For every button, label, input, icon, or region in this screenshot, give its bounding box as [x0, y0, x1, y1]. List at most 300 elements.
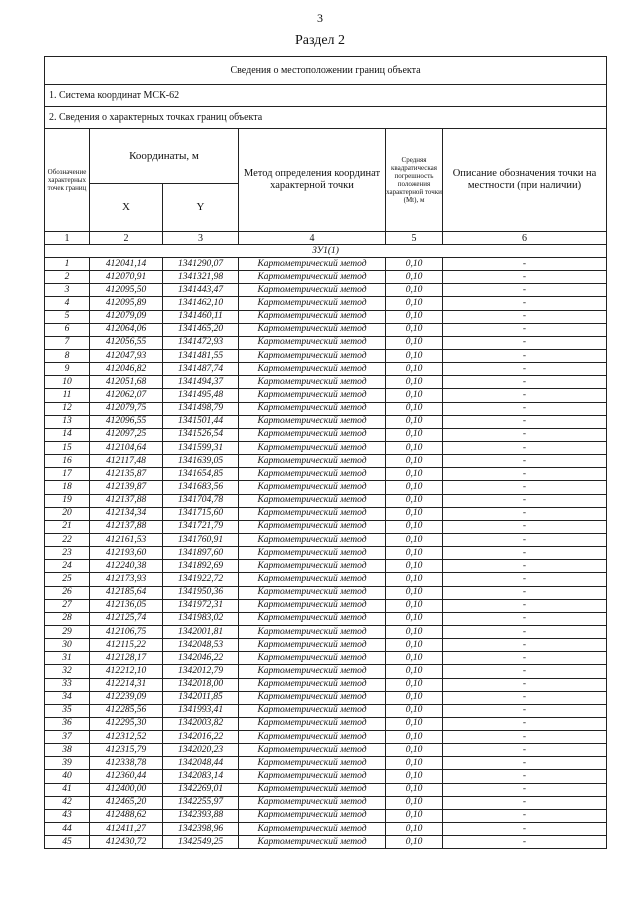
y-coordinate: 1342020,23	[163, 744, 239, 757]
x-coordinate: 412046,82	[90, 363, 163, 376]
description-cell: -	[443, 639, 607, 652]
point-number: 7	[45, 336, 90, 349]
table-row	[45, 586, 607, 599]
header-error: Средняя квадратическая погрешность положения характерной точки (Mt), м	[386, 129, 443, 232]
method-cell: Картометрический метод	[239, 507, 386, 520]
y-coordinate: 1342018,00	[163, 678, 239, 691]
table-row	[45, 415, 607, 428]
y-coordinate: 1341715,60	[163, 507, 239, 520]
method-cell: Картометрический метод	[239, 599, 386, 612]
description-cell: -	[443, 349, 607, 362]
method-cell: Картометрический метод	[239, 258, 386, 271]
error-cell: 0,10	[386, 494, 443, 507]
x-coordinate: 412214,31	[90, 678, 163, 691]
error-cell: 0,10	[386, 678, 443, 691]
table-row	[45, 823, 607, 836]
table-row	[45, 284, 607, 297]
table-row	[45, 520, 607, 533]
header-coordinates: Координаты, м	[90, 129, 239, 184]
description-cell: -	[443, 586, 607, 599]
description-cell: -	[443, 612, 607, 625]
description-cell: -	[443, 507, 607, 520]
y-coordinate: 1342012,79	[163, 665, 239, 678]
point-number: 3	[45, 284, 90, 297]
table-row	[45, 639, 607, 652]
x-coordinate: 412047,93	[90, 349, 163, 362]
description-cell: -	[443, 310, 607, 323]
y-coordinate: 1342046,22	[163, 652, 239, 665]
point-number: 23	[45, 547, 90, 560]
table-row	[45, 652, 607, 665]
x-coordinate: 412315,79	[90, 744, 163, 757]
point-number: 33	[45, 678, 90, 691]
description-cell: -	[443, 796, 607, 809]
error-cell: 0,10	[386, 507, 443, 520]
x-coordinate: 412064,06	[90, 323, 163, 336]
point-number: 20	[45, 507, 90, 520]
method-cell: Картометрический метод	[239, 363, 386, 376]
point-number: 44	[45, 823, 90, 836]
table-row	[45, 455, 607, 468]
x-coordinate: 412041,14	[90, 258, 163, 271]
method-cell: Картометрический метод	[239, 573, 386, 586]
coord-system-row: 1. Система координат МСК-62	[45, 85, 607, 107]
description-cell: -	[443, 717, 607, 730]
point-number: 17	[45, 468, 90, 481]
x-coordinate: 412239,09	[90, 691, 163, 704]
y-coordinate: 1341495,48	[163, 389, 239, 402]
column-number: 2	[90, 232, 163, 245]
method-cell: Картометрический метод	[239, 349, 386, 362]
method-cell: Картометрический метод	[239, 455, 386, 468]
method-cell: Картометрический метод	[239, 691, 386, 704]
method-cell: Картометрический метод	[239, 415, 386, 428]
description-cell: -	[443, 297, 607, 310]
x-coordinate: 412056,55	[90, 336, 163, 349]
table-row	[45, 560, 607, 573]
x-coordinate: 412070,91	[90, 271, 163, 284]
description-cell: -	[443, 481, 607, 494]
x-coordinate: 412128,17	[90, 652, 163, 665]
point-number: 31	[45, 652, 90, 665]
error-cell: 0,10	[386, 625, 443, 638]
x-coordinate: 412137,88	[90, 520, 163, 533]
x-coordinate: 412097,25	[90, 428, 163, 441]
table-row	[45, 297, 607, 310]
error-cell: 0,10	[386, 428, 443, 441]
point-number: 6	[45, 323, 90, 336]
error-cell: 0,10	[386, 323, 443, 336]
column-number: 5	[386, 232, 443, 245]
method-cell: Картометрический метод	[239, 494, 386, 507]
point-number: 27	[45, 599, 90, 612]
table-row	[45, 573, 607, 586]
y-coordinate: 1341654,85	[163, 468, 239, 481]
method-cell: Картометрический метод	[239, 297, 386, 310]
table-row	[45, 704, 607, 717]
point-number: 41	[45, 783, 90, 796]
y-coordinate: 1342255,97	[163, 796, 239, 809]
table-row	[45, 533, 607, 546]
method-cell: Картометрический метод	[239, 428, 386, 441]
description-cell: -	[443, 494, 607, 507]
method-cell: Картометрический метод	[239, 809, 386, 822]
method-cell: Картометрический метод	[239, 612, 386, 625]
y-coordinate: 1341897,60	[163, 547, 239, 560]
error-cell: 0,10	[386, 573, 443, 586]
error-cell: 0,10	[386, 455, 443, 468]
method-cell: Картометрический метод	[239, 336, 386, 349]
method-cell: Картометрический метод	[239, 586, 386, 599]
description-cell: -	[443, 691, 607, 704]
header-method: Метод определения координат характерной точки	[239, 129, 386, 232]
point-number: 18	[45, 481, 90, 494]
error-cell: 0,10	[386, 441, 443, 454]
error-cell: 0,10	[386, 533, 443, 546]
y-coordinate: 1341501,44	[163, 415, 239, 428]
description-cell: -	[443, 455, 607, 468]
table-row	[45, 757, 607, 770]
method-cell: Картометрический метод	[239, 323, 386, 336]
x-coordinate: 412430,72	[90, 836, 163, 849]
description-cell: -	[443, 625, 607, 638]
method-cell: Картометрический метод	[239, 284, 386, 297]
x-coordinate: 412488,62	[90, 809, 163, 822]
point-number: 4	[45, 297, 90, 310]
table-row	[45, 599, 607, 612]
x-coordinate: 412240,38	[90, 560, 163, 573]
y-coordinate: 1341487,74	[163, 363, 239, 376]
method-cell: Картометрический метод	[239, 389, 386, 402]
y-coordinate: 1342549,25	[163, 836, 239, 849]
description-cell: -	[443, 415, 607, 428]
point-number: 15	[45, 441, 90, 454]
y-coordinate: 1342083,14	[163, 770, 239, 783]
y-coordinate: 1341922,72	[163, 573, 239, 586]
method-cell: Картометрический метод	[239, 770, 386, 783]
description-cell: -	[443, 363, 607, 376]
method-cell: Картометрический метод	[239, 704, 386, 717]
description-cell: -	[443, 770, 607, 783]
description-cell: -	[443, 783, 607, 796]
y-coordinate: 1342048,53	[163, 639, 239, 652]
point-number: 34	[45, 691, 90, 704]
x-coordinate: 412134,34	[90, 507, 163, 520]
error-cell: 0,10	[386, 691, 443, 704]
point-number: 26	[45, 586, 90, 599]
points-title-row: 2. Сведения о характерных точках границ объекта	[45, 107, 607, 129]
description-cell: -	[443, 376, 607, 389]
method-cell: Картометрический метод	[239, 796, 386, 809]
x-coordinate: 412161,53	[90, 533, 163, 546]
point-number: 38	[45, 744, 90, 757]
error-cell: 0,10	[386, 547, 443, 560]
y-coordinate: 1341704,78	[163, 494, 239, 507]
method-cell: Картометрический метод	[239, 560, 386, 573]
header-point-designation: Обозначение характерных точек границ	[45, 129, 90, 232]
point-number: 45	[45, 836, 90, 849]
point-number: 12	[45, 402, 90, 415]
error-cell: 0,10	[386, 310, 443, 323]
method-cell: Картометрический метод	[239, 310, 386, 323]
description-cell: -	[443, 678, 607, 691]
y-coordinate: 1341892,69	[163, 560, 239, 573]
y-coordinate: 1342011,85	[163, 691, 239, 704]
table-row	[45, 809, 607, 822]
table-row	[45, 481, 607, 494]
x-coordinate: 412285,56	[90, 704, 163, 717]
y-coordinate: 1341443,47	[163, 284, 239, 297]
x-coordinate: 412104,64	[90, 441, 163, 454]
description-cell: -	[443, 560, 607, 573]
point-number: 35	[45, 704, 90, 717]
error-cell: 0,10	[386, 520, 443, 533]
y-coordinate: 1342393,88	[163, 809, 239, 822]
error-cell: 0,10	[386, 612, 443, 625]
description-cell: -	[443, 744, 607, 757]
error-cell: 0,10	[386, 415, 443, 428]
error-cell: 0,10	[386, 770, 443, 783]
point-number: 30	[45, 639, 90, 652]
description-cell: -	[443, 704, 607, 717]
table-row	[45, 349, 607, 362]
x-coordinate: 412212,10	[90, 665, 163, 678]
point-number: 29	[45, 625, 90, 638]
point-number: 13	[45, 415, 90, 428]
x-coordinate: 412051,68	[90, 376, 163, 389]
error-cell: 0,10	[386, 349, 443, 362]
y-coordinate: 1341290,07	[163, 258, 239, 271]
method-cell: Картометрический метод	[239, 533, 386, 546]
x-coordinate: 412411,27	[90, 823, 163, 836]
section-title: Раздел 2	[294, 33, 346, 48]
x-coordinate: 412136,05	[90, 599, 163, 612]
y-coordinate: 1341760,91	[163, 533, 239, 546]
description-cell: -	[443, 823, 607, 836]
x-coordinate: 412193,60	[90, 547, 163, 560]
table-row	[45, 468, 607, 481]
page-number: 3	[317, 11, 323, 25]
column-number: 1	[45, 232, 90, 245]
table-row	[45, 836, 607, 849]
y-coordinate: 1342269,01	[163, 783, 239, 796]
point-number: 43	[45, 809, 90, 822]
method-cell: Картометрический метод	[239, 547, 386, 560]
method-cell: Картометрический метод	[239, 639, 386, 652]
y-coordinate: 1341721,79	[163, 520, 239, 533]
method-cell: Картометрический метод	[239, 441, 386, 454]
method-cell: Картометрический метод	[239, 783, 386, 796]
header-description: Описание обозначения точки на местности (при наличии)	[443, 129, 607, 232]
table-row	[45, 783, 607, 796]
error-cell: 0,10	[386, 468, 443, 481]
method-cell: Картометрический метод	[239, 481, 386, 494]
x-coordinate: 412117,48	[90, 455, 163, 468]
table-row	[45, 441, 607, 454]
boundary-table	[44, 56, 607, 849]
table-row	[45, 665, 607, 678]
description-cell: -	[443, 258, 607, 271]
x-coordinate: 412115,22	[90, 639, 163, 652]
header-y: Y	[163, 184, 239, 232]
description-cell: -	[443, 836, 607, 849]
point-number: 42	[45, 796, 90, 809]
column-number-row	[45, 232, 607, 245]
error-cell: 0,10	[386, 731, 443, 744]
description-cell: -	[443, 573, 607, 586]
point-number: 10	[45, 376, 90, 389]
x-coordinate: 412400,00	[90, 783, 163, 796]
table-row	[45, 717, 607, 730]
description-cell: -	[443, 271, 607, 284]
header-x: X	[90, 184, 163, 232]
description-cell: -	[443, 389, 607, 402]
y-coordinate: 1341498,79	[163, 402, 239, 415]
method-cell: Картометрический метод	[239, 376, 386, 389]
y-coordinate: 1341950,36	[163, 586, 239, 599]
column-number: 4	[239, 232, 386, 245]
x-coordinate: 412095,89	[90, 297, 163, 310]
error-cell: 0,10	[386, 297, 443, 310]
table-row	[45, 310, 607, 323]
table-row	[45, 678, 607, 691]
description-cell: -	[443, 336, 607, 349]
error-cell: 0,10	[386, 665, 443, 678]
error-cell: 0,10	[386, 560, 443, 573]
x-coordinate: 412079,75	[90, 402, 163, 415]
table-row	[45, 258, 607, 271]
point-number: 5	[45, 310, 90, 323]
description-cell: -	[443, 652, 607, 665]
table-row	[45, 625, 607, 638]
table-row	[45, 691, 607, 704]
x-coordinate: 412125,74	[90, 612, 163, 625]
y-coordinate: 1341599,31	[163, 441, 239, 454]
x-coordinate: 412360,44	[90, 770, 163, 783]
description-cell: -	[443, 284, 607, 297]
method-cell: Картометрический метод	[239, 625, 386, 638]
error-cell: 0,10	[386, 704, 443, 717]
point-number: 40	[45, 770, 90, 783]
x-coordinate: 412312,52	[90, 731, 163, 744]
method-cell: Картометрический метод	[239, 468, 386, 481]
method-cell: Картометрический метод	[239, 823, 386, 836]
column-number: 3	[163, 232, 239, 245]
table-row	[45, 547, 607, 560]
error-cell: 0,10	[386, 744, 443, 757]
error-cell: 0,10	[386, 652, 443, 665]
y-coordinate: 1341472,93	[163, 336, 239, 349]
error-cell: 0,10	[386, 717, 443, 730]
y-coordinate: 1341683,56	[163, 481, 239, 494]
table-row	[45, 428, 607, 441]
table-row	[45, 402, 607, 415]
error-cell: 0,10	[386, 783, 443, 796]
table-row	[45, 323, 607, 336]
x-coordinate: 412106,75	[90, 625, 163, 638]
description-cell: -	[443, 547, 607, 560]
error-cell: 0,10	[386, 823, 443, 836]
error-cell: 0,10	[386, 389, 443, 402]
y-coordinate: 1342016,22	[163, 731, 239, 744]
error-cell: 0,10	[386, 336, 443, 349]
point-number: 39	[45, 757, 90, 770]
point-number: 14	[45, 428, 90, 441]
point-number: 2	[45, 271, 90, 284]
method-cell: Картометрический метод	[239, 402, 386, 415]
point-number: 19	[45, 494, 90, 507]
point-number: 25	[45, 573, 90, 586]
point-number: 1	[45, 258, 90, 271]
table-row	[45, 363, 607, 376]
x-coordinate: 412095,50	[90, 284, 163, 297]
point-number: 9	[45, 363, 90, 376]
x-coordinate: 412173,93	[90, 573, 163, 586]
error-cell: 0,10	[386, 757, 443, 770]
y-coordinate: 1341526,54	[163, 428, 239, 441]
point-number: 32	[45, 665, 90, 678]
column-number: 6	[443, 232, 607, 245]
description-cell: -	[443, 599, 607, 612]
error-cell: 0,10	[386, 586, 443, 599]
point-number: 37	[45, 731, 90, 744]
method-cell: Картометрический метод	[239, 271, 386, 284]
method-cell: Картометрический метод	[239, 744, 386, 757]
y-coordinate: 1341494,37	[163, 376, 239, 389]
table-row	[45, 731, 607, 744]
description-cell: -	[443, 441, 607, 454]
method-cell: Картометрический метод	[239, 665, 386, 678]
x-coordinate: 412465,20	[90, 796, 163, 809]
point-number: 8	[45, 349, 90, 362]
description-cell: -	[443, 809, 607, 822]
error-cell: 0,10	[386, 836, 443, 849]
point-number: 36	[45, 717, 90, 730]
y-coordinate: 1341983,02	[163, 612, 239, 625]
point-number: 22	[45, 533, 90, 546]
x-coordinate: 412338,78	[90, 757, 163, 770]
description-cell: -	[443, 533, 607, 546]
method-cell: Картометрический метод	[239, 836, 386, 849]
table-title: Сведения о местоположении границ объекта	[45, 57, 607, 85]
description-cell: -	[443, 428, 607, 441]
error-cell: 0,10	[386, 481, 443, 494]
table-row	[45, 336, 607, 349]
point-number: 16	[45, 455, 90, 468]
parcel-label: ЗУ1(1)	[45, 245, 607, 258]
method-cell: Картометрический метод	[239, 717, 386, 730]
method-cell: Картометрический метод	[239, 678, 386, 691]
point-number: 24	[45, 560, 90, 573]
error-cell: 0,10	[386, 284, 443, 297]
description-cell: -	[443, 520, 607, 533]
error-cell: 0,10	[386, 639, 443, 652]
error-cell: 0,10	[386, 402, 443, 415]
y-coordinate: 1341481,55	[163, 349, 239, 362]
table-row	[45, 744, 607, 757]
description-cell: -	[443, 468, 607, 481]
x-coordinate: 412137,88	[90, 494, 163, 507]
x-coordinate: 412062,07	[90, 389, 163, 402]
table-row	[45, 770, 607, 783]
error-cell: 0,10	[386, 599, 443, 612]
description-cell: -	[443, 323, 607, 336]
y-coordinate: 1341972,31	[163, 599, 239, 612]
error-cell: 0,10	[386, 271, 443, 284]
error-cell: 0,10	[386, 809, 443, 822]
x-coordinate: 412096,55	[90, 415, 163, 428]
y-coordinate: 1341993,41	[163, 704, 239, 717]
